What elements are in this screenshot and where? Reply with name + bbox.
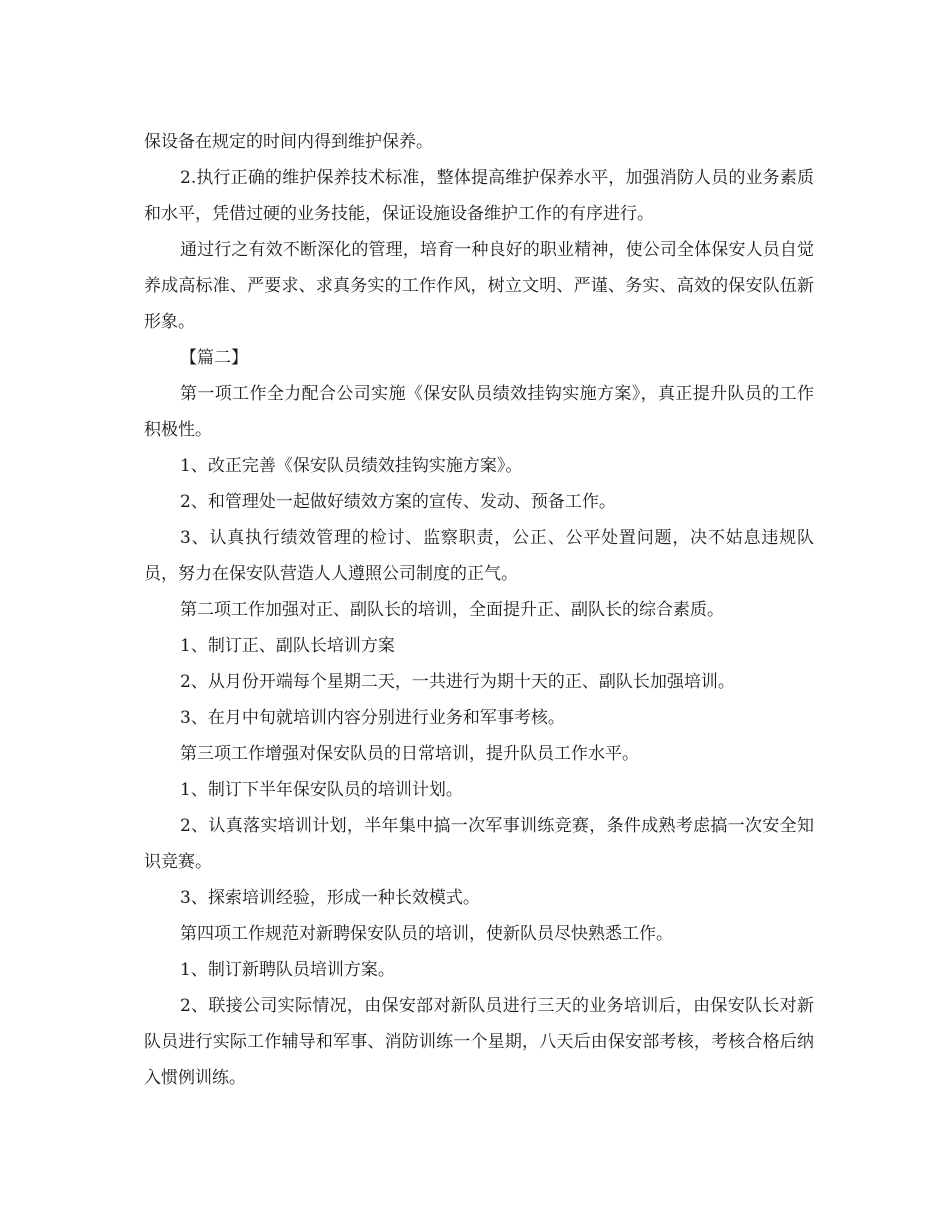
- paragraph: 第三项工作增强对保安队员的日常培训，提升队员工作水平。: [180, 744, 639, 764]
- list-item: 3、认真执行绩效管理的检讨、监察职责，公正、公平处置问题，决不姑息违规队员，努力在保安队营造人人遵照公司制度的正气。: [144, 528, 814, 584]
- list-item: 1、制订下半年保安队员的培训计划。: [180, 780, 463, 800]
- list-item: 3、在月中旬就培训内容分别进行业务和军事考核。: [180, 708, 565, 728]
- section-heading: 【篇二】: [180, 348, 248, 368]
- list-item: 1、制订正、副队长培训方案: [180, 636, 395, 656]
- paragraph: 第二项工作加强对正、副队长的培训，全面提升正、副队长的综合素质。: [180, 600, 724, 620]
- list-item: 3、探索培训经验，形成一种长效模式。: [180, 888, 480, 908]
- list-item: 1、制订新聘队员培训方案。: [180, 960, 395, 980]
- paragraph: 保设备在规定的时间内得到维护保养。: [144, 132, 433, 152]
- paragraph: 第四项工作规范对新聘保安队员的培训，使新队员尽快熟悉工作。: [180, 924, 673, 944]
- list-item: 1、改正完善《保安队员绩效挂钩实施方案》。: [180, 456, 523, 476]
- list-item: 2、从月份开端每个星期二天，一共进行为期十天的正、副队长加强培训。: [180, 672, 735, 692]
- paragraph: 2.执行正确的维护保养技术标准，整体提高维护保养水平，加强消防人员的业务素质和水平，凭借过硬的业务技能，保证设施设备维护工作的有序进行。: [144, 168, 814, 224]
- list-item: 2、认真落实培训计划，半年集中搞一次军事训练竞赛，条件成熟考虑搞一次安全知识竞赛。: [144, 816, 814, 872]
- paragraph: 第一项工作全力配合公司实施《保安队员绩效挂钩实施方案》，真正提升队员的工作积极性。: [144, 384, 814, 440]
- paragraph: 通过行之有效不断深化的管理，培育一种良好的职业精神，使公司全体保安人员自觉养成高标准、严要求、求真务实的工作作风，树立文明、严谨、务实、高效的保安队伍新形象。: [144, 240, 814, 332]
- list-item: 2、联接公司实际情况，由保安部对新队员进行三天的业务培训后，由保安队长对新队员进行实际工作辅导和军事、消防训练一个星期，八天后由保安部考核，考核合格后纳入惯例训练。: [144, 996, 814, 1088]
- document-body: [144, 124, 814, 1096]
- list-item: 2、和管理处一起做好绩效方案的宣传、发动、预备工作。: [180, 492, 616, 512]
